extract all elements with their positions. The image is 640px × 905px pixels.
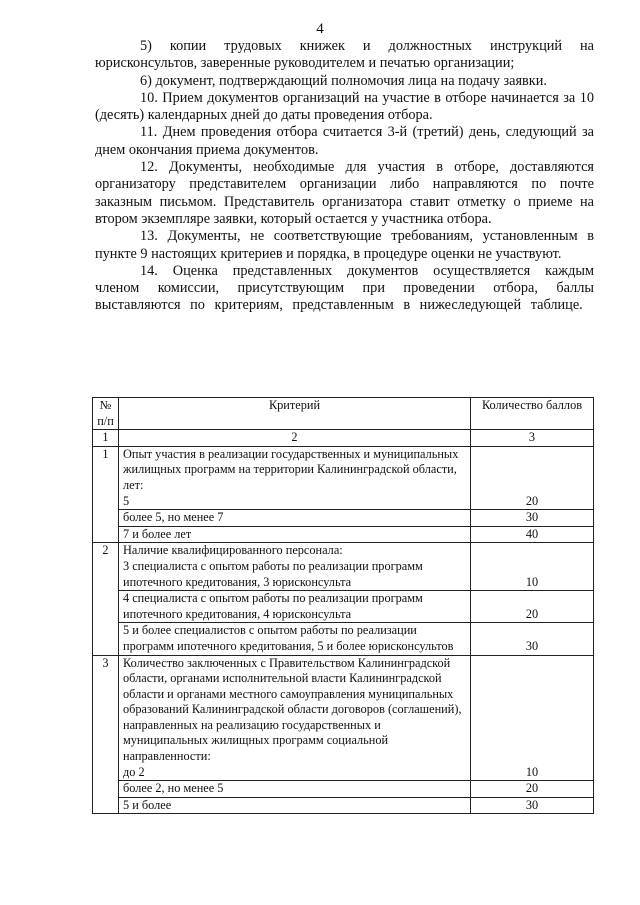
- table-row: [93, 781, 594, 798]
- table-row: [93, 591, 594, 623]
- group-2-option-1: 3 специалиста с опытом работы по реализации программ ипотечного кредитования, 3 юрисконсульта: [123, 558, 423, 589]
- paragraph-14: 14. Оценка представленных документов осуществляется каждым членом комиссии, присутствующим при проведении отбора, баллы выставляются по критериям, представленным в нижеследующей таблице.: [95, 262, 594, 314]
- group-2-option-3: 5 и более специалистов с опытом работы по реализации программ ипотечного кредитования, 5 и более юрисконсультов: [119, 623, 471, 655]
- group-3-option-3: 5 и более: [119, 797, 471, 814]
- group-1-points-1: 20: [471, 446, 594, 509]
- group-2-title: Наличие квалифицированного персонала:: [123, 543, 343, 558]
- header-points: Количество баллов: [471, 398, 594, 430]
- body-text: [95, 38, 594, 315]
- group-2-points-3: 30: [471, 623, 594, 655]
- group-1-criterion: [119, 446, 471, 509]
- group-3-num: 3: [93, 655, 119, 814]
- header-criterion: Критерий: [119, 398, 471, 430]
- group-2-points-2: 20: [471, 591, 594, 623]
- table-header-row: [93, 398, 594, 430]
- table-row: [93, 623, 594, 655]
- group-3-criterion: [119, 655, 471, 781]
- table-row: [93, 510, 594, 527]
- group-3-option-2: более 2, но менее 5: [119, 781, 471, 798]
- header-num: [93, 398, 119, 430]
- paragraph-13: 13. Документы, не соответствующие требованиям, установленным в пункте 9 настоящих критериев и порядка, в процедуре оценки не участвуют.: [95, 228, 594, 262]
- group-3-title: Количество заключенных с Правительством Калининградской области, органами исполнительной власти Калининградской области и органами местного самоуправления муниципальных образований Калининградской области договоров (соглашений), направленных на реализацию государственных и муниципальных жилищных программ социальной направленности:: [123, 655, 462, 764]
- group-3-points-3: 30: [471, 797, 594, 814]
- group-2-num: 2: [93, 543, 119, 655]
- group-1-title: Опыт участия в реализации государственных и муниципальных жилищных программ на территории Калининградской области, лет:: [123, 446, 459, 492]
- group-3-option-1: до 2: [123, 764, 145, 779]
- paragraph-12: 12. Документы, необходимые для участия в отборе, доставляются организатору представителем организации либо направляются по почте заказным письмом. Представитель организатора ставит отметку о приеме на втором экземпляре заявки, который остается у участника отбора.: [95, 159, 594, 227]
- index-criterion: 2: [119, 430, 471, 447]
- group-1-points-3: 40: [471, 526, 594, 543]
- index-points: 3: [471, 430, 594, 447]
- group-1-num: 1: [93, 446, 119, 543]
- group-1-points-2: 30: [471, 510, 594, 527]
- table-index-row: [93, 430, 594, 447]
- table-row: [93, 655, 594, 781]
- paragraph-item-6: 6) документ, подтверждающий полномочия лица на подачу заявки.: [140, 72, 547, 89]
- group-1-option-2: более 5, но менее 7: [119, 510, 471, 527]
- group-2-option-2: 4 специалиста с опытом работы по реализации программ ипотечного кредитования, 4 юрисконсульта: [119, 591, 471, 623]
- table-row: [93, 543, 594, 591]
- criteria-table: [92, 397, 594, 814]
- group-2-criterion: [119, 543, 471, 591]
- paragraph-10: 10. Прием документов организаций на участие в отборе начинается за 10 (десять) календарных дней до даты проведения отбора.: [95, 89, 594, 124]
- group-3-points-1: 10: [471, 655, 594, 781]
- paragraph-item-5: 5) копии трудовых книжек и должностных инструкций на юрисконсультов, заверенные руководителем и печатью организации;: [95, 38, 594, 72]
- table-row: [93, 446, 594, 509]
- group-1-option-1: 5: [123, 493, 130, 508]
- table-row: [93, 797, 594, 814]
- header-num-text: № п/п: [97, 398, 114, 428]
- paragraph-11: 11. Днем проведения отбора считается 3-й (третий) день, следующий за днем окончания приема документов.: [95, 124, 594, 158]
- group-1-option-3: 7 и более лет: [119, 526, 471, 543]
- group-3-points-2: 20: [471, 781, 594, 798]
- group-2-points-1: 10: [471, 543, 594, 591]
- index-num: 1: [93, 430, 119, 447]
- table-row: [93, 526, 594, 543]
- page-number: 4: [316, 21, 324, 37]
